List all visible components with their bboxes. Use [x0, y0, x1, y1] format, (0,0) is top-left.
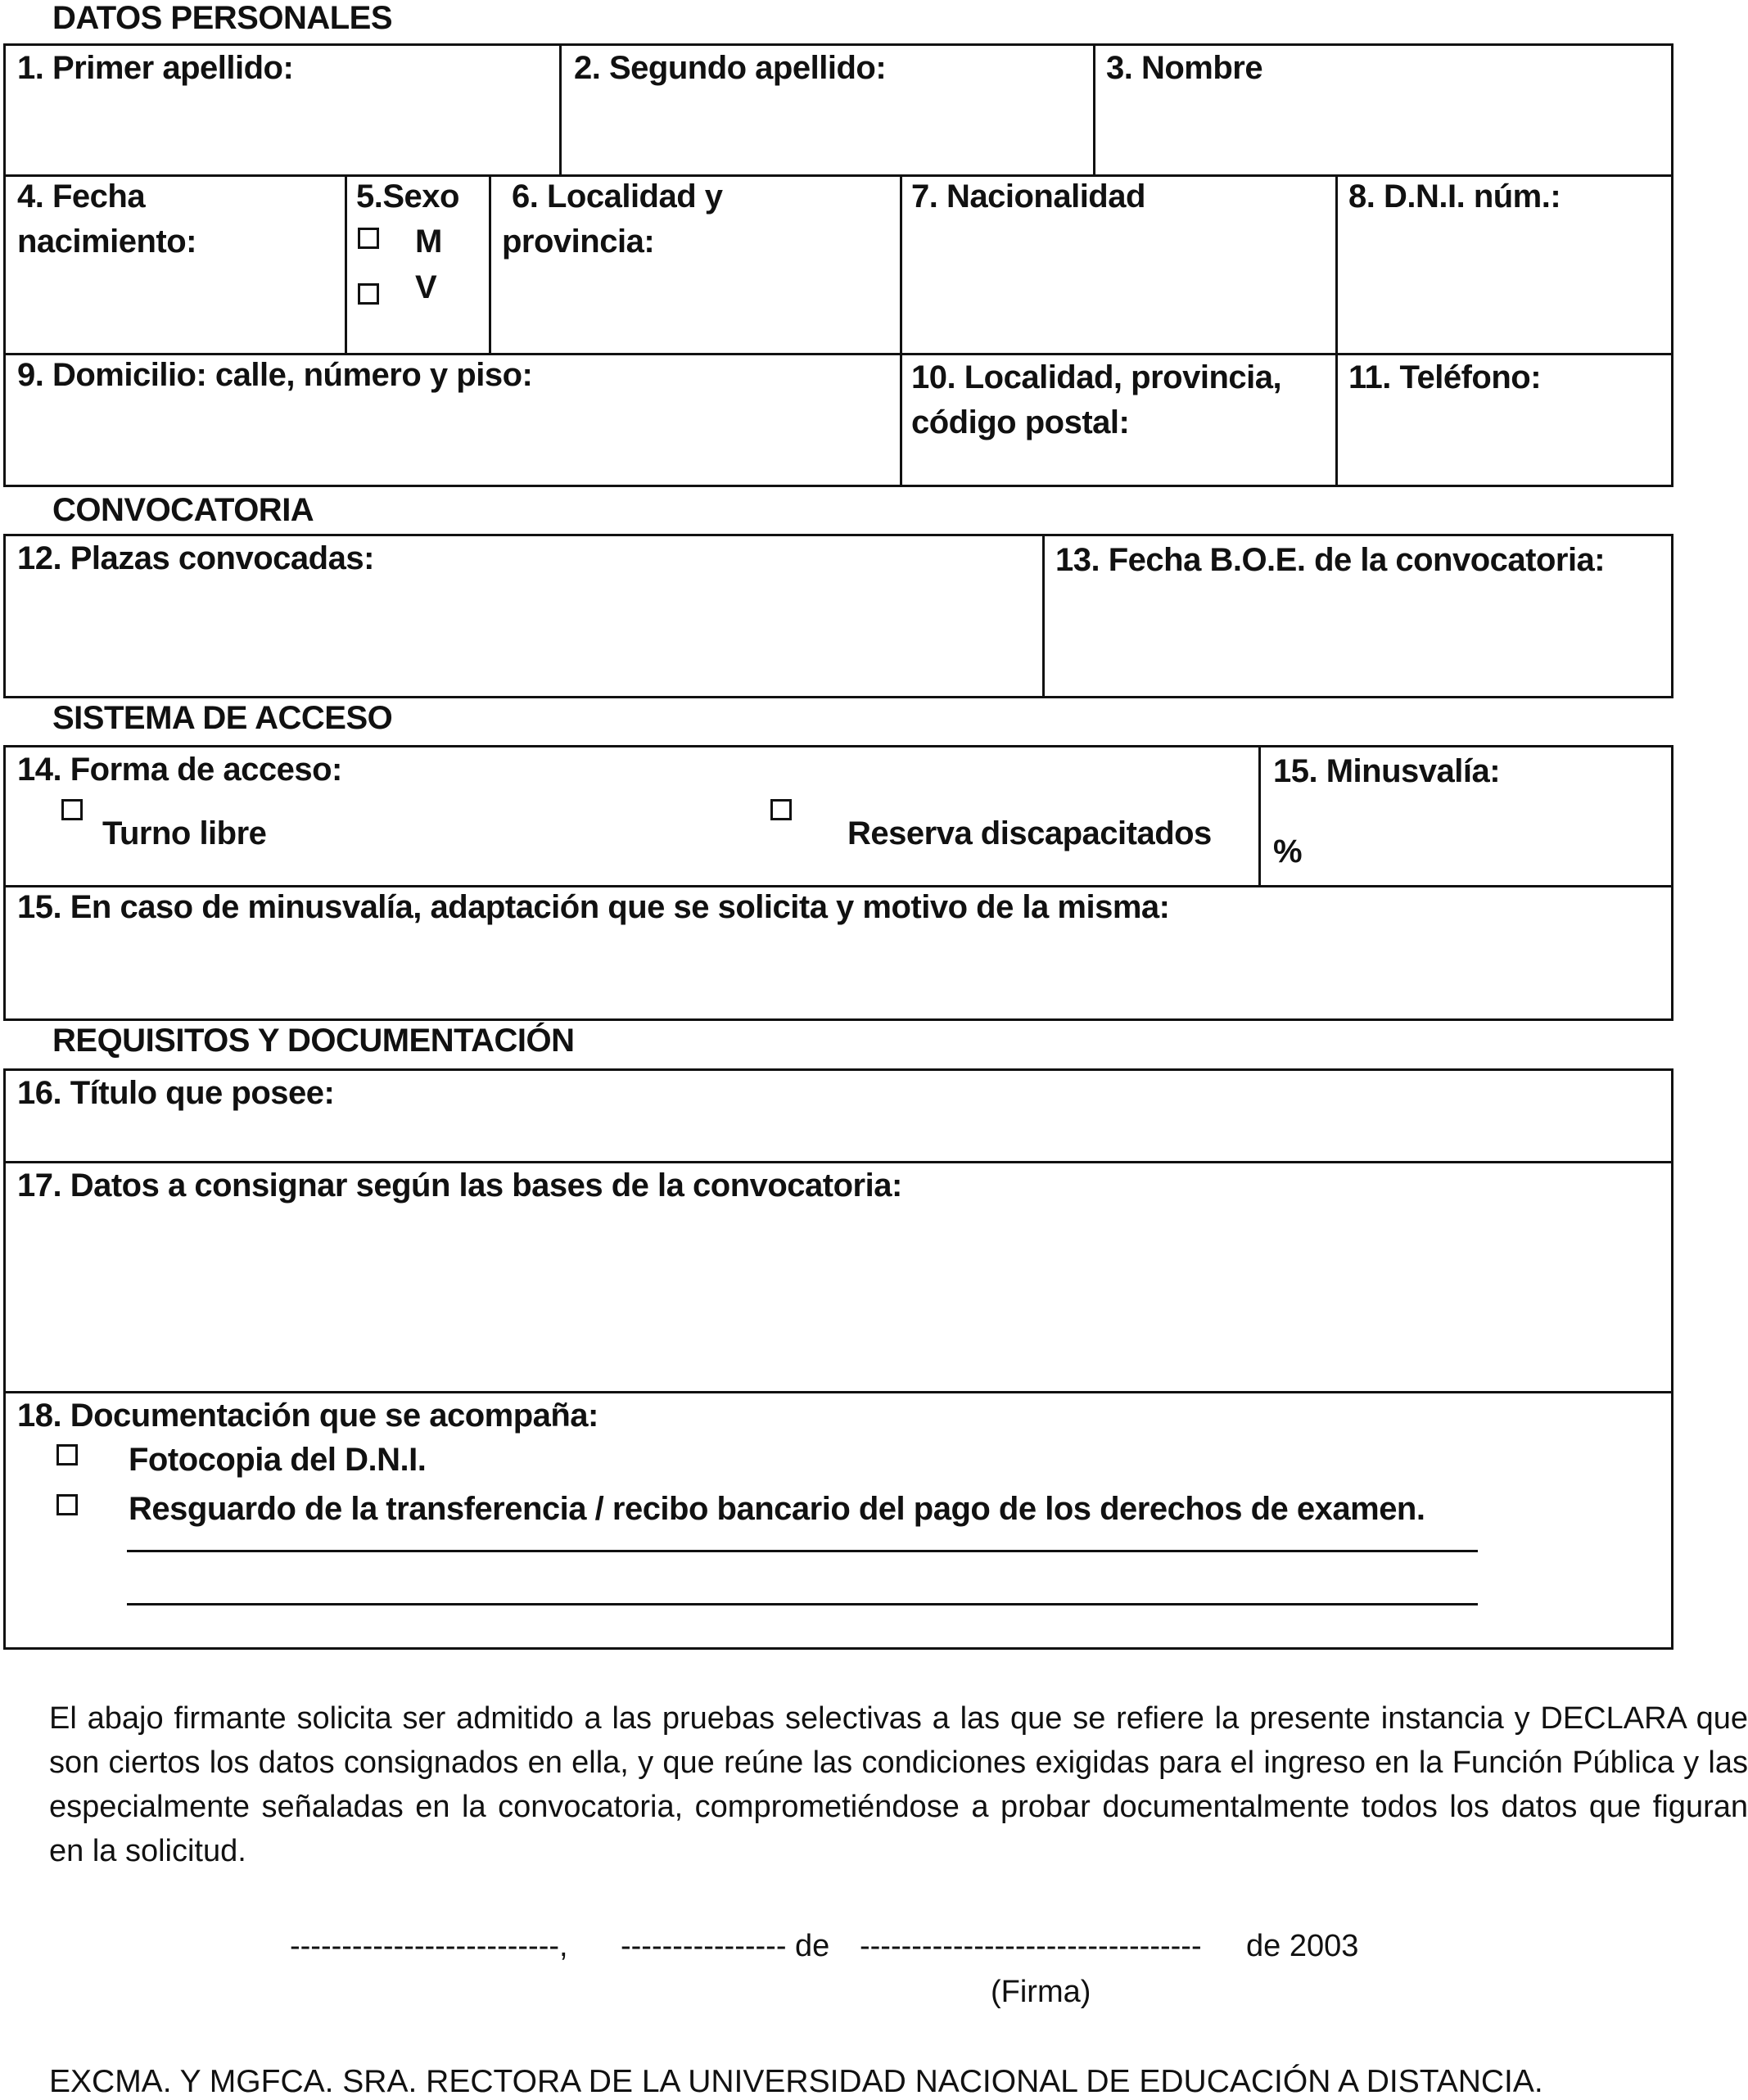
- turno-libre-label: Turno libre: [102, 815, 267, 851]
- other-doc-line[interactable]: [127, 1550, 1478, 1552]
- section-title-personal: DATOS PERSONALES: [52, 0, 393, 36]
- field-fecha-boe[interactable]: 13. Fecha B.O.E. de la convocatoria:: [1055, 542, 1606, 578]
- field-forma-acceso: 14. Forma de acceso:: [17, 752, 342, 788]
- field-fecha-nacimiento[interactable]: 4. Fecha: [17, 178, 146, 215]
- field-primer-apellido[interactable]: 1. Primer apellido:: [17, 50, 294, 86]
- signature-place[interactable]: --------------------------,: [290, 1929, 568, 1963]
- declaration-text: El abajo firmante solicita ser admitido a las pruebas selectivas a las que se refiere la presente instancia y DECLARA que son ciertos los datos consignados en ella, y que reúne las condiciones exigidas para el ingreso en la Función Pública y las especialmente señaladas en la convocatoria, comprometiéndose a probar documentalmente todos los datos que figuran en la solicitud.: [49, 1701, 1748, 1868]
- personal-data-box: [3, 43, 1673, 487]
- field-nombre[interactable]: 3. Nombre: [1106, 50, 1263, 86]
- field-localidad-cp-line2: código postal:: [911, 404, 1130, 440]
- field-domicilio[interactable]: 9. Domicilio: calle, número y piso:: [17, 357, 533, 393]
- sexo-v-label: V: [415, 269, 437, 305]
- field-datos-bases[interactable]: 17. Datos a consignar según las bases de la convocatoria:: [17, 1167, 902, 1204]
- field-localidad-provincia[interactable]: 6. Localidad y: [512, 178, 723, 215]
- requisitos-box: [3, 1068, 1673, 1650]
- section-title-requisitos: REQUISITOS Y DOCUMENTACIÓN: [52, 1023, 575, 1059]
- signature-month[interactable]: ---------------------------------: [860, 1929, 1202, 1963]
- signature-year: de 2003: [1246, 1929, 1359, 1963]
- checkbox-sexo-v[interactable]: [358, 283, 379, 305]
- signature-firma-label: (Firma): [991, 1975, 1091, 2009]
- field-fecha-nacimiento-line2: nacimiento:: [17, 224, 196, 260]
- field-telefono[interactable]: 11. Teléfono:: [1348, 359, 1542, 395]
- field-dni[interactable]: 8. D.N.I. núm.:: [1348, 178, 1561, 215]
- reserva-discapacitados-label: Reserva discapacitados: [847, 815, 1212, 851]
- doc-fotocopia-dni-label: Fotocopia del D.N.I.: [129, 1442, 427, 1478]
- divider: [900, 174, 902, 485]
- other-doc-line[interactable]: [127, 1603, 1478, 1605]
- field-titulo[interactable]: 16. Título que posee:: [17, 1075, 335, 1111]
- field-minusvalia[interactable]: 15. Minusvalía:: [1273, 753, 1501, 789]
- checkbox-reserva-discapacitados[interactable]: [770, 799, 792, 820]
- divider: [1335, 174, 1338, 485]
- field-localidad-cp[interactable]: 10. Localidad, provincia,: [911, 359, 1282, 395]
- section-title-acceso: SISTEMA DE ACCESO: [52, 700, 393, 736]
- field-documentacion: 18. Documentación que se acompaña:: [17, 1398, 598, 1434]
- section-title-convocatoria: CONVOCATORIA: [52, 492, 314, 528]
- acceso-box: [3, 745, 1673, 1021]
- checkbox-fotocopia-dni[interactable]: [56, 1444, 78, 1465]
- field-plazas-convocadas[interactable]: 12. Plazas convocadas:: [17, 540, 374, 576]
- checkbox-sexo-m[interactable]: [358, 228, 379, 249]
- convocatoria-box: [3, 534, 1673, 698]
- checkbox-turno-libre[interactable]: [61, 799, 83, 820]
- checkbox-resguardo-pago[interactable]: [56, 1494, 78, 1515]
- minusvalia-percent: %: [1273, 833, 1303, 869]
- addressee-text: EXCMA. Y MGFCA. SRA. RECTORA DE LA UNIVERSIDAD NACIONAL DE EDUCACIÓN A DISTANCIA.: [49, 2064, 1543, 2099]
- field-adaptacion-minusvalia[interactable]: 15. En caso de minusvalía, adaptación que se solicita y motivo de la misma:: [17, 889, 1170, 925]
- sexo-m-label: M: [415, 224, 442, 260]
- field-sexo: 5.Sexo: [356, 178, 459, 215]
- field-localidad-provincia-line2: provincia:: [502, 224, 655, 260]
- divider: [345, 174, 347, 353]
- field-segundo-apellido[interactable]: 2. Segundo apellido:: [574, 50, 887, 86]
- divider: [559, 46, 562, 174]
- field-nacionalidad[interactable]: 7. Nacionalidad: [911, 178, 1145, 215]
- divider: [1093, 46, 1095, 174]
- doc-resguardo-pago-label: Resguardo de la transferencia / recibo bancario del pago de los derechos de examen.: [129, 1491, 1425, 1527]
- divider: [1042, 536, 1045, 696]
- divider: [489, 174, 491, 353]
- signature-day[interactable]: ---------------- de: [621, 1929, 830, 1963]
- divider: [1258, 747, 1261, 885]
